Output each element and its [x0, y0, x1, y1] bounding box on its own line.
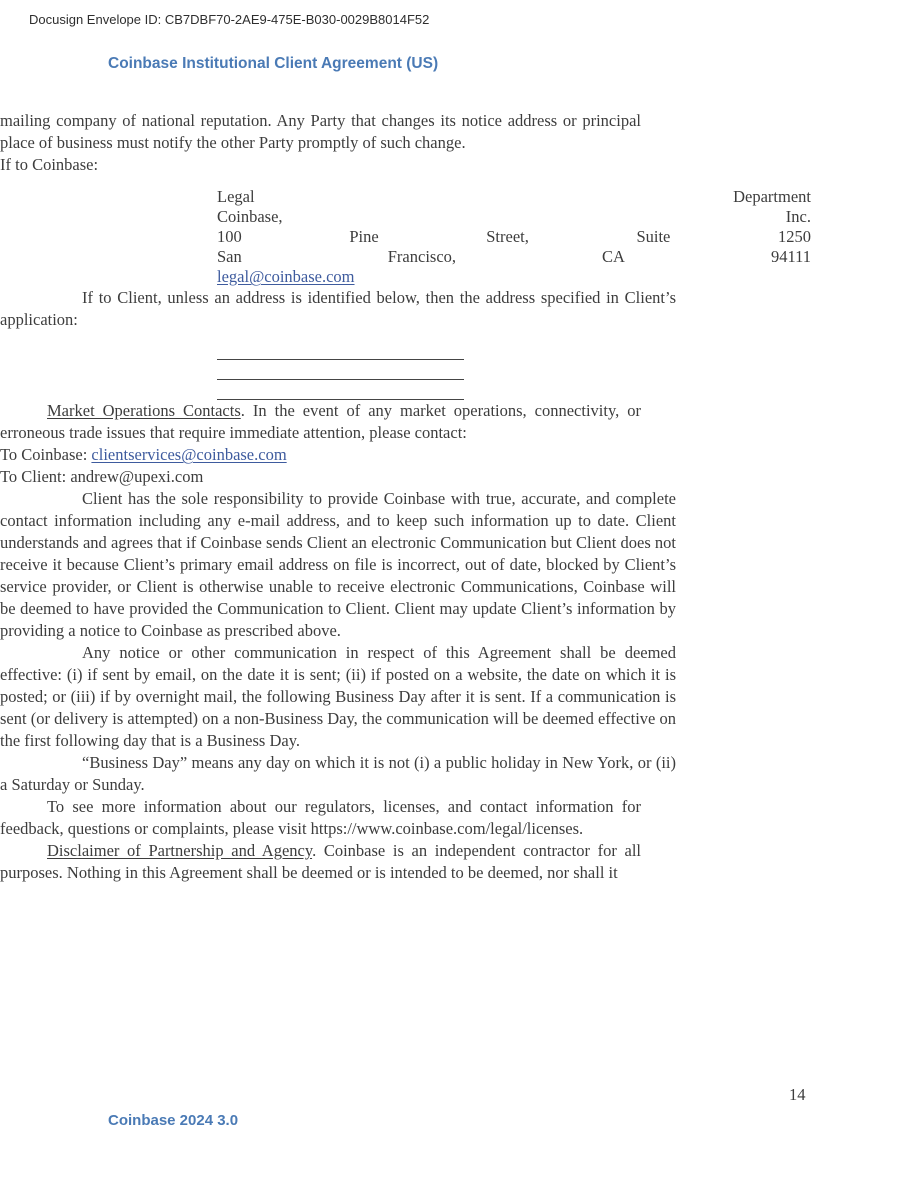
address-word: 1250 — [777, 227, 811, 246]
address-word: Francisco, — [387, 247, 457, 266]
paragraph-notice-effective: Any notice or other communication in respect of this Agreement shall be deemed effective: (i) if sent by email, on the date it is sent; (ii) if posted on a website, the date on which it is posted; or (iii) if by overnight mail, the following Business Day after it is sent. If a communication is sent (or delivery is attempted) on a non-Business Day, the communication will be deemed effective on the first following day that is a Business Day. — [0, 643, 676, 750]
paragraph-notice-continuation: mailing company of national reputation. Any Party that changes its notice address or principal place of business must notify the other Party promptly of such change. — [0, 111, 641, 152]
legal-email-link[interactable]: legal@coinbase.com — [217, 267, 355, 286]
address-line-email — [217, 267, 811, 287]
address-line-3 — [217, 227, 811, 247]
blank-line — [217, 360, 464, 380]
paragraph-business-day: “Business Day” means any day on which it is not (i) a public holiday in New York, or (ii) a Saturday or Sunday. — [0, 753, 676, 794]
to-client-label: To Client: — [0, 467, 71, 486]
section-heading: Market Operations Contacts — [47, 401, 241, 420]
address-word: Coinbase, — [217, 207, 283, 226]
section-18-4 — [0, 796, 641, 840]
blank-line — [217, 380, 464, 400]
document-body — [0, 110, 918, 884]
footer-version: Coinbase 2024 3.0 — [108, 1112, 239, 1129]
to-coinbase-label: To Coinbase: — [0, 445, 92, 464]
section-text: . In the event of any market operations, connectivity, or erroneous trade issues that require immediate attention, please contact: — [0, 401, 641, 442]
address-word: Pine — [349, 227, 379, 246]
section-text: . Coinbase is an independent contractor for all purposes. Nothing in this Agreement shall be deemed or is intended to be deemed, nor shall it — [0, 841, 641, 882]
page-title: Coinbase Institutional Client Agreement (US) — [108, 55, 439, 72]
docusign-envelope-id: Docusign Envelope ID: CB7DBF70-2AE9-475E-B030-0029B8014F52 — [29, 12, 430, 27]
section-18-3 — [0, 400, 641, 444]
client-address-blanks — [217, 340, 918, 400]
blank-line — [217, 340, 464, 360]
section-heading: Disclaimer of Partnership and Agency — [47, 841, 313, 860]
to-client-line — [0, 466, 918, 488]
paragraph-if-to-client: If to Client, unless an address is identified below, then the address specified in Client’s application: — [0, 288, 676, 329]
paragraph-client-responsibility: Client has the sole responsibility to provide Coinbase with true, accurate, and complete contact information including any e-mail address, and to keep such information up to date. Client understands and agrees that if Coinbase sends Client an electronic Communication but Client does not receive it because Client’s primary email address on file is incorrect, out of date, blocked by Client’s service provider, or Client is otherwise unable to receive electronic Communications, Coinbase will be deemed to have provided the Communication to Client. Client may update Client’s information by providing a notice to Coinbase as prescribed above. — [0, 489, 676, 640]
to-coinbase-line — [0, 444, 918, 466]
page-number: 14 — [789, 1085, 806, 1104]
address-line-1 — [217, 187, 811, 207]
address-line-2 — [217, 207, 811, 227]
address-word: Inc. — [785, 207, 811, 226]
address-word: 100 — [217, 227, 242, 246]
coinbase-address-block — [217, 187, 811, 287]
address-word: San — [217, 247, 242, 266]
clientservices-email-link[interactable]: clientservices@coinbase.com — [91, 445, 287, 464]
address-word: Department — [733, 187, 811, 206]
address-line-4 — [217, 247, 811, 267]
if-to-coinbase-label: If to Coinbase: — [0, 155, 99, 174]
section-18-5 — [0, 840, 641, 884]
address-word: Suite — [636, 227, 671, 246]
section-text: To see more information about our regulators, licenses, and contact information for feedback, questions or complaints, please visit https://www.coinbase.com/legal/licenses. — [0, 797, 641, 838]
address-word: 94111 — [770, 247, 811, 266]
address-word: Legal — [217, 187, 255, 206]
address-word: Street, — [486, 227, 529, 246]
address-word: CA — [602, 247, 625, 266]
client-email-text: andrew@upexi.com — [70, 467, 204, 486]
